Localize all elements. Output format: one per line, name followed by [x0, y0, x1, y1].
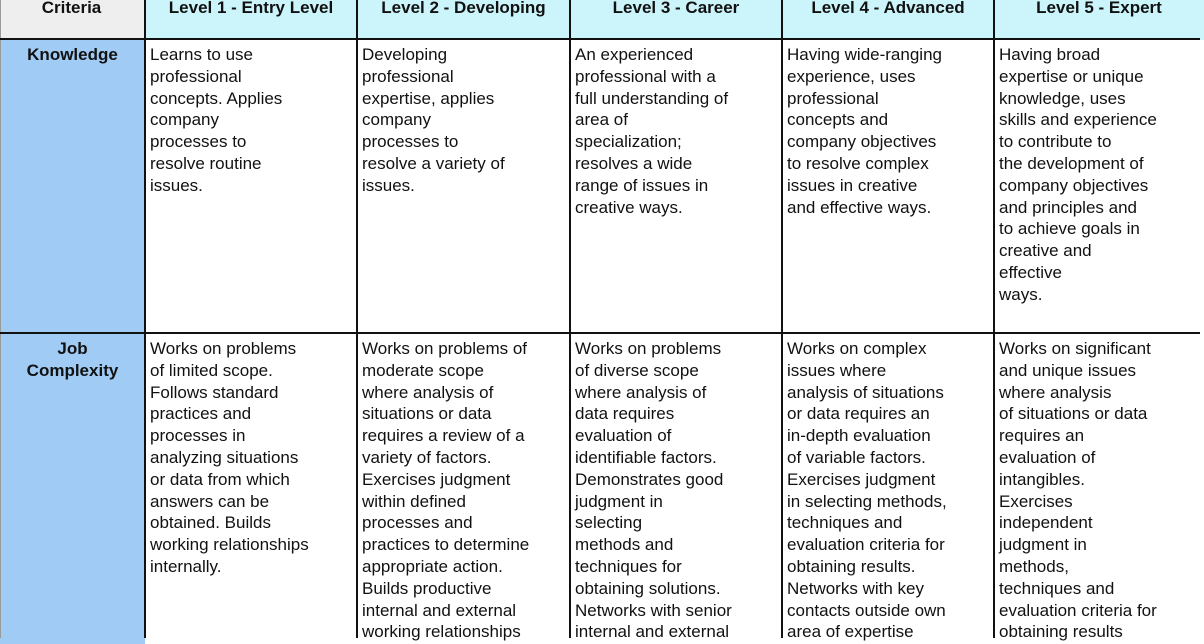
cell-complexity-level-2[interactable]: Works on problems of moderate scope where analysis of situations or data requires a review of a variety of factors. Exercises judgment within defined processes and practices to determine appropriate action. Builds productive internal and external working relationships	[362, 339, 530, 642]
grid-line-col-4	[781, 0, 783, 638]
header-level-3[interactable]: Level 3 - Career	[570, 0, 782, 40]
grid-line-col-3	[569, 0, 571, 638]
grid-line-row-1	[0, 332, 1200, 334]
cell-complexity-level-3[interactable]: Works on problems of diverse scope where analysis of data requires evaluation of identifiable factors. Demonstrates good judgment in selecting methods and techniques for obtaining solutions. Networks with senior internal and external	[575, 339, 732, 642]
cell-knowledge-level-5[interactable]: Having broad expertise or unique knowledge, uses skills and experience to contribute to the development of company objectives and principles and to achieve goals in creative and effective ways.	[999, 45, 1157, 304]
grid-line-col-1	[144, 0, 146, 638]
grid-line-header	[0, 38, 1200, 40]
cell-knowledge-level-3[interactable]: An experienced professional with a full understanding of area of specialization; resolves a wide range of issues in creative ways.	[575, 45, 729, 217]
cell-knowledge-level-2[interactable]: Developing professional expertise, applies company processes to resolve a variety of issues.	[362, 45, 505, 195]
header-level-1[interactable]: Level 1 - Entry Level	[145, 0, 357, 40]
cell-complexity-level-5[interactable]: Works on significant and unique issues where analysis of situations or data requires an evaluation of intangibles. Exercises independent judgment in methods, techniques and evaluation criteria for obtaining results	[999, 339, 1157, 642]
cell-complexity-level-1[interactable]: Works on problems of limited scope. Follows standard practices and processes in analyzing situations or data from which answers can be obtained. Builds working relationships internally.	[150, 339, 309, 576]
criteria-job-complexity[interactable]: Job Complexity	[0, 334, 145, 644]
cell-complexity-level-4[interactable]: Works on complex issues where analysis of situations or data requires an in-depth evaluation of variable factors. Exercises judgment in selecting methods, techniques and evaluation criteria for obtaining results. Networks with key contacts outside own area of expertise	[787, 339, 947, 642]
cell-knowledge-level-4[interactable]: Having wide-ranging experience, uses professional concepts and company objectives to resolve complex issues in creative and effective ways.	[787, 45, 942, 217]
grid-line-left	[0, 0, 1, 638]
criteria-knowledge[interactable]: Knowledge	[0, 40, 145, 334]
header-criteria[interactable]: Criteria	[0, 0, 145, 40]
header-level-4[interactable]: Level 4 - Advanced	[782, 0, 994, 40]
grid-line-col-5	[993, 0, 995, 638]
cell-knowledge-level-1[interactable]: Learns to use professional concepts. Applies company processes to resolve routine issues.	[150, 45, 283, 195]
header-level-5[interactable]: Level 5 - Expert	[994, 0, 1204, 40]
grid-line-col-2	[356, 0, 358, 638]
header-level-2[interactable]: Level 2 - Developing	[357, 0, 570, 40]
